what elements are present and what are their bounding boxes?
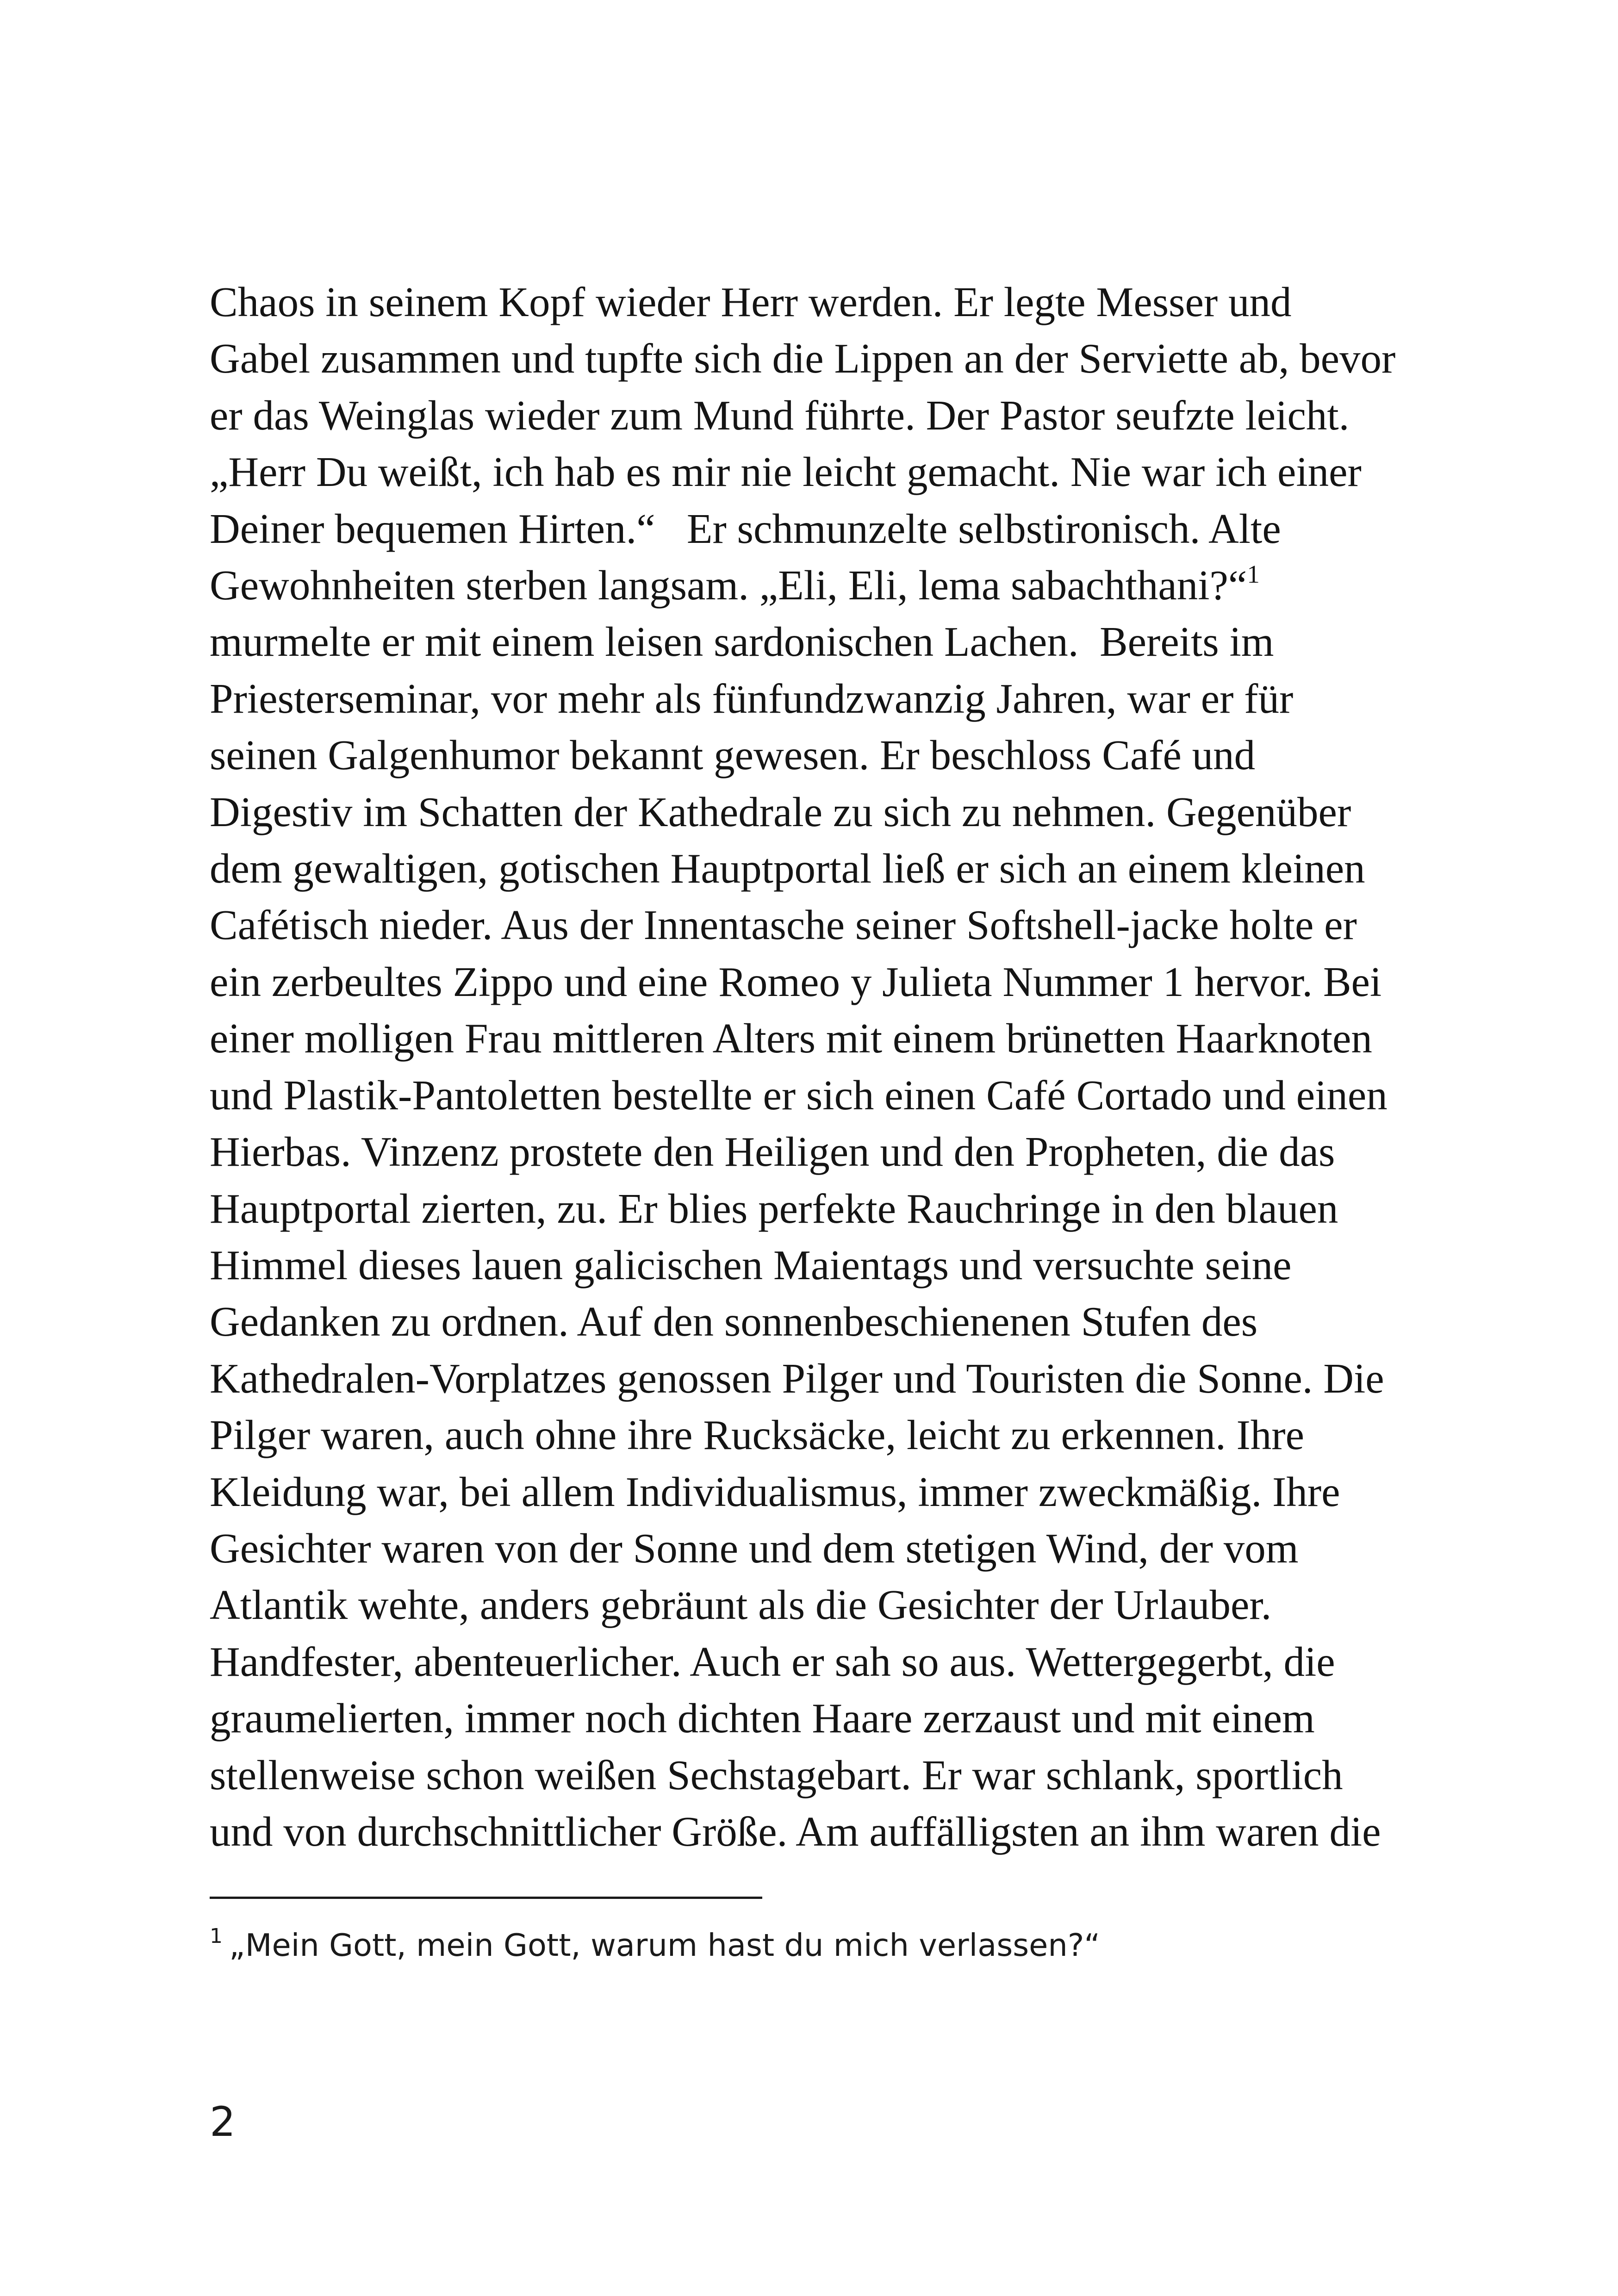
text-line: „Herr Du weißt, ich hab es mir nie leicht gemacht. Nie war ich einer <box>210 448 1362 496</box>
text-line: Gesichter waren von der Sonne und dem stetigen Wind, der vom <box>210 1524 1299 1572</box>
footnote-text: „Mein Gott, mein Gott, warum hast du mich verlassen?“ <box>229 1927 1101 1963</box>
text-line: ein zerbeultes Zippo und eine Romeo y Julieta Nummer 1 hervor. Bei <box>210 958 1382 1005</box>
text-line: Pilger waren, auch ohne ihre Rucksäcke, leicht zu erkennen. Ihre <box>210 1412 1304 1459</box>
text-line: Chaos in seinem Kopf wieder Herr werden. Er legte Messer und <box>210 279 1292 325</box>
text-line: Hauptportal zierten, zu. Er blies perfekte Rauchringe in den blauen <box>210 1185 1338 1232</box>
text-line: murmelte er mit einem leisen sardonischen Lachen. Bereits im <box>210 618 1274 666</box>
text-line: Deiner bequemen Hirten.“ Er schmunzelte selbstironisch. Alte <box>210 505 1281 552</box>
text-line: Kathedralen-Vorplatzes genossen Pilger und Touristen die Sonne. Die <box>210 1355 1384 1402</box>
text-line: graumelierten, immer noch dichten Haare zerzaust und mit einem <box>210 1695 1315 1742</box>
text-line: Hierbas. Vinzenz prostete den Heiligen und den Propheten, die das <box>210 1128 1335 1176</box>
text-line: Cafétisch nieder. Aus der Innentasche seiner Softshell-jacke holte er <box>210 902 1357 949</box>
text-line: Priesterseminar, vor mehr als fünfundzwanzig Jahren, war er für <box>210 675 1294 722</box>
text-line: Himmel dieses lauen galicischen Maientags und versuchte seine <box>210 1241 1292 1288</box>
text-line: und Plastik-Pantoletten bestellte er sich einen Café Cortado und einen <box>210 1071 1388 1119</box>
page-number: 2 <box>210 2098 236 2146</box>
footnote <box>210 1922 1436 1968</box>
text-line: er das Weinglas wieder zum Mund führte. Der Pastor seufzte leicht. <box>210 392 1350 439</box>
text-line: Digestiv im Schatten der Kathedrale zu sich zu nehmen. Gegenüber <box>210 788 1351 835</box>
footnote-separator <box>210 1897 762 1899</box>
text-line: dem gewaltigen, gotischen Hauptportal ließ er sich an einem kleinen <box>210 845 1365 892</box>
text-line: einer molligen Frau mittleren Alters mit einem brünetten Haarknoten <box>210 1015 1372 1062</box>
text-line: Gabel zusammen und tupfte sich die Lippen an der Serviette ab, bevor <box>210 335 1396 382</box>
text-line: und von durchschnittlicher Größe. Am auffälligsten an ihm waren die <box>210 1808 1381 1855</box>
footnote-reference[interactable]: 1 <box>1247 560 1260 589</box>
text-line: Kleidung war, bei allem Individualismus, immer zweckmäßig. Ihre <box>210 1468 1340 1515</box>
text-line: seinen Galgenhumor bekannt gewesen. Er beschloss Café und <box>210 732 1256 779</box>
body-text <box>210 274 1436 1860</box>
text-line: Atlantik wehte, anders gebräunt als die Gesichter der Urlauber. <box>210 1581 1272 1629</box>
text-line: stellenweise schon weißen Sechstagebart. Er war schlank, sportlich <box>210 1751 1343 1798</box>
text-line: Handfester, abenteuerlicher. Auch er sah so aus. Wettergegerbt, die <box>210 1638 1335 1685</box>
text-line-with-footnote <box>210 557 1436 614</box>
text-line: Gewohnheiten sterben langsam. „Eli, Eli, lema sabachthani?“ <box>210 562 1247 609</box>
text-line: Gedanken zu ordnen. Auf den sonnenbeschienenen Stufen des <box>210 1298 1258 1345</box>
footnote-marker: 1 <box>210 1924 223 1948</box>
